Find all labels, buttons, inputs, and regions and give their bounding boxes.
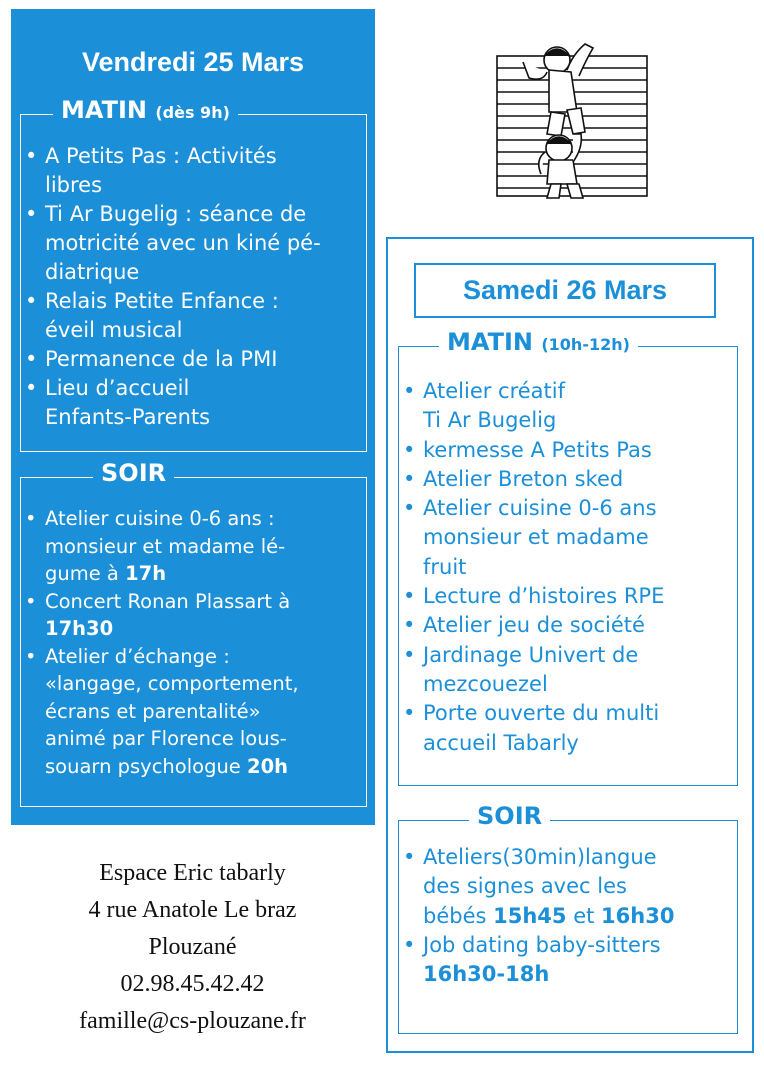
item-line: • A Petits Pas : Activités [45, 144, 277, 168]
list-item [23, 345, 368, 374]
list-item [401, 465, 737, 494]
item-line: • Ti Ar Bugelig : séance de [45, 202, 307, 226]
item-line: • Atelier Breton sked [423, 466, 624, 491]
saturday-morning-box [398, 328, 738, 786]
item-line: monsieur et madame lé- [45, 534, 286, 558]
item-line: motricité avec un kiné pé- [45, 231, 321, 255]
item-line: • Job dating baby-sitters [423, 932, 661, 957]
item-line: animé par Florence lous- [45, 727, 287, 750]
item-line: diatrique [45, 260, 140, 284]
saturday-morning-heading [439, 328, 638, 356]
item-line: • Atelier créatif [423, 379, 566, 403]
venue-name: Espace Eric tabarly [99, 860, 286, 886]
friday-title: Vendredi 25 Mars [81, 47, 305, 77]
saturday-evening-list [401, 843, 737, 989]
list-item [23, 142, 368, 200]
list-item [23, 374, 368, 432]
friday-morning-time: (dès 9h) [155, 103, 230, 122]
list-item [23, 588, 368, 643]
item-line: mezcouezel [423, 671, 548, 696]
item-time: 20h [247, 754, 289, 778]
item-line: • Atelier cuisine 0-6 ans : [45, 507, 275, 530]
street-address: 4 rue Anatole Le braz [88, 897, 297, 923]
children-climbing-illustration [487, 36, 657, 202]
item-time: 15h45 [493, 903, 567, 928]
item-text: et [566, 903, 602, 928]
saturday-evening-box [398, 802, 738, 1034]
item-line: monsieur et madame [423, 525, 649, 550]
email-address: famille@cs-plouzane.fr [79, 1008, 306, 1034]
item-line: éveil musical [45, 318, 183, 342]
saturday-title: Samedi 26 Mars [414, 263, 716, 318]
item-time: 17h30 [45, 617, 114, 640]
item-line: libres [45, 173, 103, 197]
saturday-evening-heading: SOIR [469, 802, 550, 830]
friday-panel [11, 9, 375, 825]
item-line: Enfants-Parents [45, 405, 211, 429]
list-item [401, 641, 737, 700]
friday-morning-heading [53, 96, 238, 124]
item-text: bébés [423, 903, 494, 928]
list-item [401, 611, 737, 640]
item-time: 17h [125, 562, 167, 585]
friday-evening-heading: SOIR [93, 459, 174, 487]
item-line: • Ateliers(30min)langue [423, 845, 657, 869]
list-item [23, 643, 368, 781]
item-time: 16h30-18h [423, 962, 550, 987]
list-item [401, 699, 737, 758]
list-item [401, 494, 737, 582]
item-line [423, 902, 737, 931]
item-line: • kermesse A Petits Pas [423, 437, 652, 462]
list-item [23, 505, 368, 588]
list-item [401, 377, 737, 436]
list-item [401, 436, 737, 465]
item-line: • Lecture d’histoires RPE [423, 584, 665, 609]
list-item [401, 843, 737, 931]
item-line [45, 560, 368, 588]
phone-number: 02.98.45.42.42 [120, 971, 265, 997]
friday-morning-box [20, 96, 367, 452]
friday-evening-list [23, 505, 368, 780]
item-line: • Atelier d’échange : [45, 644, 230, 668]
item-text: gume à [45, 562, 126, 585]
item-line: écrans et parentalité» [45, 699, 261, 723]
list-item [23, 287, 368, 345]
item-line [45, 615, 368, 643]
item-text: souarn psychologue [45, 754, 247, 778]
item-time: 16h30 [601, 903, 675, 928]
item-line: des signes avec les [423, 874, 627, 899]
friday-evening-box [20, 459, 367, 807]
friday-morning-label: MATIN [61, 96, 147, 124]
friday-morning-list [23, 142, 368, 432]
item-line [45, 753, 368, 781]
item-line: • Concert Ronan Plassart à [45, 589, 291, 613]
item-line [423, 960, 737, 989]
item-line: Ti Ar Bugelig [423, 408, 557, 433]
city: Plouzané [148, 934, 237, 960]
item-line: • Relais Petite Enfance : [45, 289, 279, 313]
item-line: • Permanence de la PMI [45, 347, 278, 371]
item-line: • Atelier cuisine 0-6 ans [423, 496, 657, 521]
address-block [20, 855, 365, 1040]
saturday-morning-label: MATIN [447, 328, 533, 356]
list-item [401, 582, 737, 611]
item-line: «langage, comportement, [45, 672, 299, 695]
list-item [401, 931, 737, 990]
saturday-morning-list [401, 377, 737, 758]
item-line: • Porte ouverte du multi [423, 701, 660, 726]
item-line: fruit [423, 554, 467, 579]
item-line: • Jardinage Univert de [423, 642, 639, 667]
item-line: accueil Tabarly [423, 730, 579, 755]
item-line: • Lieu d’accueil [45, 376, 190, 400]
list-item [23, 200, 368, 287]
item-line: • Atelier jeu de société [423, 613, 645, 638]
saturday-morning-time: (10h-12h) [541, 335, 630, 354]
